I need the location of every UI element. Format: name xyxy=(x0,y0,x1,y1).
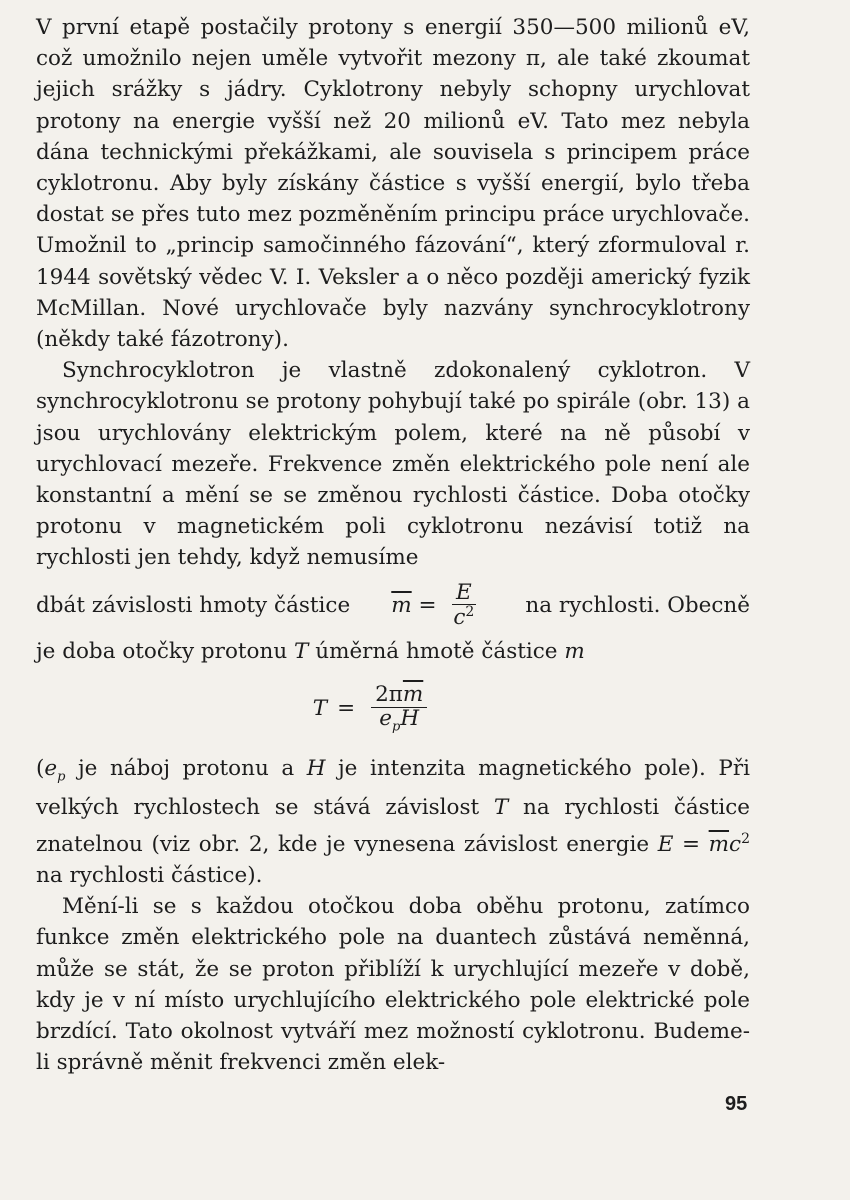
formula-denominator: $e_pH$ xyxy=(379,705,420,734)
inline-m: $\overline{m}$ xyxy=(391,592,412,618)
formula-equals: = xyxy=(337,696,356,722)
mass-energy-line xyxy=(36,576,750,636)
inline-fraction xyxy=(449,579,478,631)
formula-fraction xyxy=(371,684,427,734)
inline-equals: = xyxy=(418,592,437,618)
formula-numerator: $2\pi\overline{m}$ xyxy=(371,684,427,708)
formula-lhs: T xyxy=(312,696,328,722)
eq-line-after: na rychlosti. Obecně xyxy=(525,593,750,619)
paragraph-veksler: V první etapě postačily protony s energií 350—500 milionů eV, což umožnilo nejen uměle vytvořit mezony π, ale také zkoumat jejich srážky s jádry. Cyklotrony nebyly schopny urychlovat protony na energie vyšší než 20 milionů eV. Tato mez nebyla dána technickými překážkami, ale souvisela s principem práce cyklotronu. Aby byly získány částice s vyšší energií, bylo třeba dostat se přes tuto mez pozměněním principu práce urychlovače. Umožnil to „princip samočinného fázování“, který zformuloval r. 1944 sovětský vědec V. I. Veksler a o něco později americký fyzik McMillan. Nové urychlovače byly nazvány synchrocyklotrony (někdy také fázotrony). xyxy=(36,15,750,353)
inline-formula xyxy=(391,579,484,631)
body-text xyxy=(36,12,750,1078)
fraction-denominator: $c^2$ xyxy=(453,604,475,631)
paragraph-charge: ($e_p$ je náboj protonu a H je intenzita magnetického pole). Při velkých rychlostech se stává závislost T na rychlosti částice znatelnou (viz obr. 2, kde je vynesena závislost energie $E = \overline{m}c^2$ na rychlosti částice). xyxy=(36,755,750,888)
line-after-eq: je doba otočky protonu T úměrná hmotě částice m xyxy=(36,638,585,664)
period-formula xyxy=(0,669,750,749)
page-number: 95 xyxy=(725,1093,748,1115)
eq-line-before: dbát závislosti hmoty částice xyxy=(36,593,351,619)
fraction-numerator: E xyxy=(452,582,476,606)
paragraph-synchrocyclotron: Synchrocyklotron je vlastně zdokonalený cyklotron. V synchrocyklotronu se protony pohybují také po spirále (obr. 13) a jsou urychlovány elektrickým polem, které na ně působí v urychlovací mezeře. Frekvence změn elektrického pole není ale konstantní a mění se se změnou rychlosti částice. Doba otočky protonu v magnetickém poli cyklotronu nezávisí totiž na rychlosti jen tehdy, když nemusíme xyxy=(36,358,750,571)
paragraph-limit: Mění-li se s každou otočkou doba oběhu protonu, zatímco funkce změn elektrického pole na duantech zůstává neměnná, může se stát, že se proton přiblíží k urychlující mezeře v době, kdy je v ní místo urychlujícího elektrického pole elektrické pole brzdící. Tato okolnost vytváří mez možností cyklotronu. Budeme-li správně měnit frekvenci změn elek- xyxy=(36,894,750,1076)
